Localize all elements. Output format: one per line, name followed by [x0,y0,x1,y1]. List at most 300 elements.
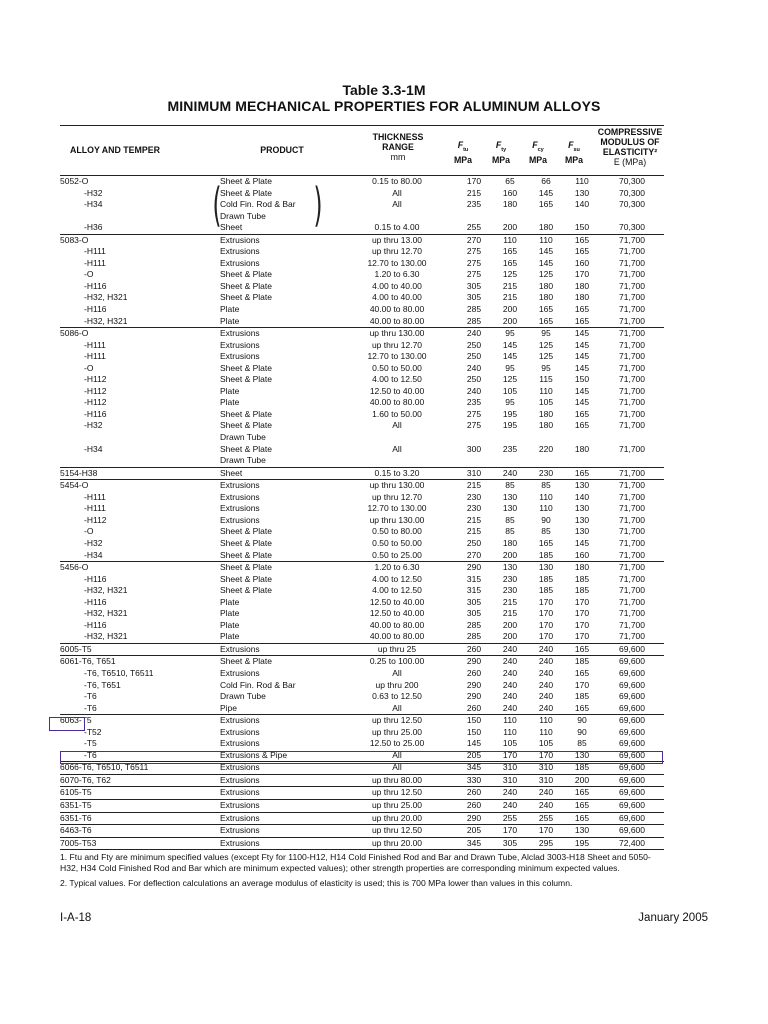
ftu-cell: 255 [466,222,482,233]
table-row [60,715,664,727]
table-row [60,480,664,492]
highlight-6063 [49,717,85,731]
product-cell: Sheet & Plate [220,187,272,198]
thickness-cell: 12.50 to 40.00 [369,608,425,619]
alloy-temper-cell: -H111 [84,339,106,350]
fty-cell: 240 [502,702,518,713]
fsu-cell: 160 [574,549,590,560]
thickness-cell: up thru 20.00 [338,837,456,850]
alloy-temper-cell: -H112 [84,374,107,385]
header-thickness-unit: mm [390,152,406,162]
modulus-cell: 71,700 [600,480,664,492]
fsu-cell: 165 [564,643,600,656]
fsu-cell [564,211,600,223]
fcy-cell: 115 [539,374,553,385]
ftu-cell: 235 [466,397,482,408]
thickness-cell: 1.20 to 6.30 [338,562,456,574]
fcy-cell: 95 [541,362,551,373]
ftu-cell: 150 [466,726,482,737]
fsu-cell: 170 [574,596,590,607]
fcy-cell [528,432,564,444]
table-row [60,188,664,200]
product-cell: Sheet & Plate [220,280,272,291]
alloy-temper-cell: -H116 [84,280,107,291]
table-row [60,386,664,398]
fsu-cell: 150 [574,374,590,385]
alloy-temper-cell: -H112 [84,385,107,396]
thickness-cell: 1.20 to 6.30 [374,269,420,280]
fcy-cell: 130 [528,562,564,574]
product-cell: Extrusions [220,812,338,825]
thickness-cell: All [392,749,402,760]
table-row [60,176,664,188]
thickness-cell: 0.25 to 100.00 [338,656,456,668]
fsu-cell: 145 [574,339,590,350]
modulus-cell: 70,300 [619,187,645,198]
fty-cell: 215 [502,608,518,619]
fcy-cell: 230 [528,467,564,480]
modulus-cell: 71,700 [619,608,645,619]
table-row [60,199,664,211]
fty-cell: 95 [492,328,528,340]
thickness-cell: up thru 20.00 [338,812,456,825]
modulus-cell: 71,700 [600,234,664,246]
fsu-cell: 165 [574,667,590,678]
modulus-cell: 69,600 [600,799,664,812]
alloy-temper-cell: -H36 [84,222,103,233]
table-row [60,492,664,504]
product-cell: Extrusions & Pipe [220,749,288,760]
fcy-cell: 180 [538,420,554,431]
product-cell: Sheet & Plate [220,408,272,419]
product-cell: Sheet & Plate [220,443,272,454]
thickness-cell: up thru 25.00 [338,799,456,812]
table-title: MINIMUM MECHANICAL PROPERTIES FOR ALUMINUM ALLOYS [167,98,601,114]
product-cell: Extrusions [220,503,260,514]
table-row [60,656,664,668]
product-cell: Extrusions [220,762,338,775]
modulus-cell: 69,600 [619,738,645,749]
fcy-cell: 220 [538,443,554,454]
alloy-temper-cell: -H116 [84,596,107,607]
table-row [60,837,664,850]
product-cell: Plate [220,608,240,619]
fty-cell: 170 [492,825,528,838]
modulus-cell: 71,700 [619,280,645,291]
thickness-cell: 0.15 to 3.20 [338,467,456,480]
ftu-cell: 285 [466,619,482,630]
alloy-temper-cell: -H112 [84,397,107,408]
modulus-cell: 71,700 [619,292,645,303]
modulus-cell: 71,700 [619,385,645,396]
modulus-cell: 72,400 [600,837,664,850]
fty-cell: 310 [492,774,528,787]
header-thickness-line2: RANGE [382,142,414,152]
thickness-cell: 40.00 to 80.00 [369,619,425,630]
product-cell: Cold Fin. Rod & Bar [220,199,296,210]
ftu-cell: 205 [456,825,492,838]
footnote-2: 2. Typical values. For deflection calculations an average modulus of elasticity is used; this is 700 MPa lower than values in this column. [60,878,573,888]
thickness-cell [338,432,456,444]
fcy-cell: 185 [538,585,554,596]
product-cell: Sheet [220,467,338,480]
fcy-cell: 310 [528,762,564,775]
alloy-temper-cell: 6063-T5 [60,715,220,727]
alloy-temper-cell: -H111 [84,257,106,268]
fty-cell: 240 [502,667,518,678]
fcy-cell: 165 [538,537,554,548]
product-cell: Extrusions [220,351,260,362]
fty-cell: 160 [502,187,518,198]
modulus-cell: 69,600 [619,667,645,678]
product-cell: Sheet & Plate [220,362,272,373]
fty-cell: 240 [492,656,528,668]
fcy-cell: 185 [538,549,554,560]
fty-cell: 180 [502,537,518,548]
fcy-cell: 125 [538,269,554,280]
table-row [60,738,664,750]
thickness-cell: up thru 12.70 [371,491,423,502]
table-row [60,597,664,609]
fty-cell: 200 [502,315,518,326]
footnote-1: 1. Ftu and Fty are minimum specified values (except Fty for 1100-H12, H14 Cold Finished Rod and Bar and Drawn Tube, Alclad 3003-H18 Sheet and 5050-H32, H34 Cold Finished Rod and Bar which are minimum expected values); other strength properties are corresponding minimum expected values. [60,852,651,873]
ftu-cell: 290 [466,679,482,690]
product-cell: Sheet & Plate [220,420,272,431]
product-cell: Sheet & Plate [220,292,272,303]
product-cell: Extrusions [220,339,260,350]
ftu-cell: 230 [466,491,482,502]
alloy-temper-cell: -H112 [84,514,107,525]
table-row [60,269,664,281]
alloy-temper-cell: 5083-O [60,234,220,246]
page-date: January 2005 [638,912,708,924]
ftu-cell: 305 [466,596,482,607]
fty-cell: 305 [492,837,528,850]
fty-cell [492,211,528,223]
fcy-cell: 165 [538,315,554,326]
fsu-cell [564,432,600,444]
fty-cell: 95 [505,397,515,408]
alloy-temper-cell: 6066-T6, T6510, T6511 [60,762,220,775]
fsu-cell: 145 [574,351,590,362]
fty-cell: 240 [502,679,518,690]
modulus-cell: 69,600 [619,702,645,713]
fcy-cell [528,455,564,467]
fcy-cell: 95 [528,328,564,340]
ftu-cell: 260 [466,702,482,713]
fsu-cell: 145 [574,537,590,548]
alloy-temper-cell: -H32, H321 [84,585,128,596]
fcy-cell: 85 [528,480,564,492]
thickness-cell: up thru 25.00 [371,726,423,737]
ftu-cell: 290 [456,656,492,668]
fsu-cell: 165 [574,304,590,315]
table-row [60,258,664,270]
thickness-cell [338,211,456,223]
product-cell: Extrusions [220,787,338,800]
fty-cell: 240 [492,799,528,812]
thickness-cell: 12.70 to 130.00 [367,257,427,268]
modulus-cell: 69,600 [600,812,664,825]
alloy-temper-cell [60,455,220,467]
alloy-temper-cell: 6070-T6, T62 [60,774,220,787]
header-ftu: $F_{tu}$ MPa [453,140,473,165]
table-row [60,363,664,375]
fsu-cell: 145 [574,397,590,408]
product-cell: Extrusions [220,799,338,812]
modulus-cell [600,455,664,467]
modulus-cell: 71,700 [619,246,645,257]
table-row [60,234,664,246]
thickness-cell: up thru 130.00 [338,328,456,340]
fsu-cell [564,455,600,467]
table-row [60,281,664,293]
fty-cell: 85 [492,480,528,492]
fcy-cell: 240 [528,799,564,812]
alloy-temper-cell: -H111 [84,491,106,502]
product-cell: Extrusions [220,738,260,749]
table-row [60,526,664,538]
product-cell: Sheet & Plate [220,656,338,668]
fsu-cell: 85 [577,738,587,749]
table-row [60,432,664,444]
fty-cell: 195 [502,420,518,431]
fcy-cell: 240 [528,643,564,656]
fsu-cell: 130 [574,503,590,514]
alloy-temper-cell [60,211,220,223]
alloy-temper-cell: -H116 [84,573,107,584]
modulus-cell: 71,700 [619,443,645,454]
table-body [60,176,664,850]
thickness-cell: up thru 25 [338,643,456,656]
ftu-cell: 240 [466,362,482,373]
fty-cell [492,432,528,444]
alloy-temper-cell: -H32 [84,420,103,431]
highlight-6063-t6-row [60,751,663,764]
modulus-cell: 71,700 [619,631,645,642]
fty-cell: 130 [492,562,528,574]
fty-cell: 110 [492,234,528,246]
ftu-cell: 285 [466,631,482,642]
product-cell: Sheet [220,222,243,233]
alloy-temper-cell: -O [84,526,94,537]
table-row [60,515,664,527]
alloy-temper-cell: -H32 [84,537,103,548]
alloy-temper-cell: 6351-T5 [60,799,220,812]
thickness-cell: up thru 80.00 [338,774,456,787]
ftu-cell: 290 [466,691,482,702]
fty-cell: 130 [502,491,518,502]
modulus-cell: 71,700 [619,503,645,514]
thickness-cell: up thru 12.70 [371,246,423,257]
product-cell: Extrusions [220,257,260,268]
modulus-cell: 71,700 [619,397,645,408]
product-cell: Drawn Tube [220,455,266,466]
table-row [60,455,664,467]
fsu-cell: 165 [574,702,590,713]
fsu-cell: 170 [574,608,590,619]
ftu-cell: 290 [456,812,492,825]
fcy-cell: 170 [538,631,554,642]
fsu-cell: 145 [574,362,590,373]
thickness-cell: 12.70 to 130.00 [367,351,427,362]
thickness-cell: 4.00 to 40.00 [372,280,422,291]
modulus-cell: 71,700 [619,339,645,350]
fsu-cell: 185 [574,573,590,584]
fcy-cell: 185 [538,573,554,584]
alloy-temper-cell: -H32, H321 [84,315,128,326]
fty-cell: 215 [502,596,518,607]
fty-cell: 145 [502,351,518,362]
alloy-temper-cell: -T5 [84,738,97,749]
ftu-cell: 315 [466,573,482,584]
thickness-cell: 1.60 to 50.00 [372,408,422,419]
alloy-temper-cell: -T52 [84,726,102,737]
modulus-cell: 69,600 [619,749,645,760]
product-cell: Extrusions [220,491,260,502]
table-row [60,409,664,421]
modulus-cell: 71,700 [619,269,645,280]
thickness-cell: up thru 12.50 [338,787,456,800]
fcy-cell: 145 [538,246,554,257]
fty-cell: 85 [505,514,515,525]
fsu-cell: 90 [564,715,600,727]
fcy-cell: 170 [538,749,554,760]
fsu-cell: 200 [564,774,600,787]
fcy-cell: 145 [538,187,554,198]
fsu-cell: 160 [574,257,590,268]
thickness-cell: All [392,702,402,713]
fcy-cell: 295 [528,837,564,850]
modulus-cell: 70,300 [619,222,645,233]
header-fsu: $F_{su}$ MPa [564,140,584,165]
ftu-cell: 235 [466,199,482,210]
ftu-cell: 250 [466,339,482,350]
modulus-cell: 71,700 [619,514,645,525]
fcy-cell: 110 [539,491,553,502]
alloy-temper-cell: -H32, H321 [84,292,128,303]
fcy-cell: 105 [538,738,554,749]
fty-cell: 130 [502,503,518,514]
thickness-cell: All [392,187,402,198]
table-row [60,774,664,787]
table-row [60,374,664,386]
fty-cell: 65 [492,176,528,188]
product-cell: Extrusions [220,514,260,525]
ftu-cell: 345 [456,837,492,850]
ftu-cell: 270 [456,234,492,246]
thickness-cell: 4.00 to 40.00 [372,292,422,303]
alloy-temper-cell: -H34 [84,443,103,454]
product-cell: Extrusions [220,480,338,492]
fsu-cell: 165 [564,234,600,246]
alloy-temper-cell [60,432,220,444]
left-brace: ( [212,178,222,232]
ftu-cell: 250 [466,537,482,548]
modulus-cell: 69,600 [600,656,664,668]
product-cell: Drawn Tube [220,691,266,702]
properties-table [60,175,664,850]
fcy-cell: 165 [538,304,554,315]
alloy-temper-cell: -O [84,269,94,280]
thickness-cell: 12.50 to 40.00 [369,385,425,396]
product-cell: Sheet & Plate [220,176,338,188]
fcy-cell: 180 [538,408,554,419]
table-row [60,467,664,480]
fty-cell: 230 [502,573,518,584]
fcy-cell: 90 [541,514,551,525]
thickness-cell: All [392,443,402,454]
fcy-cell: 110 [528,234,564,246]
fty-cell: 165 [502,257,518,268]
fsu-cell: 110 [564,176,600,188]
header-thickness-line1: THICKNESS [372,132,424,142]
alloy-temper-cell: -H111 [84,503,106,514]
table-number: Table 3.3-1M [342,82,426,98]
product-cell: Plate [220,315,240,326]
modulus-cell: 69,600 [600,825,664,838]
fty-cell: 145 [502,339,518,350]
modulus-cell: 71,700 [619,619,645,630]
modulus-cell: 71,700 [600,328,664,340]
alloy-temper-cell: 5456-O [60,562,220,574]
ftu-cell: 300 [466,443,482,454]
fsu-cell: 165 [564,787,600,800]
fty-cell: 240 [492,787,528,800]
fsu-cell: 145 [574,385,590,396]
fcy-cell: 165 [538,199,554,210]
ftu-cell: 215 [456,480,492,492]
product-cell: Pipe [220,702,238,713]
product-cell: Extrusions [220,246,260,257]
ftu-cell: 285 [466,315,482,326]
alloy-temper-cell: -H32, H321 [84,608,128,619]
thickness-cell: 0.50 to 50.00 [372,362,422,373]
table-row [60,316,664,328]
product-cell: Plate [220,304,240,315]
thickness-cell: up thru 200 [375,679,419,690]
alloy-temper-cell: -H34 [84,199,103,210]
modulus-cell: 69,600 [600,715,664,727]
fcy-cell: 240 [538,691,554,702]
ftu-cell: 305 [466,292,482,303]
header-top-rule [60,125,664,126]
product-cell: Extrusions [220,837,338,850]
fty-cell: 235 [502,443,518,454]
alloy-temper-cell: 5052-O [60,176,220,188]
product-cell: Extrusions [220,667,260,678]
product-cell: Plate [220,385,240,396]
modulus-cell: 71,700 [619,549,645,560]
modulus-cell: 71,700 [619,362,645,373]
fsu-cell: 165 [564,467,600,480]
fcy-cell: 170 [538,596,554,607]
alloy-temper-cell: 6351-T6 [60,812,220,825]
thickness-cell: up thru 12.50 [338,715,456,727]
thickness-cell: 4.00 to 12.50 [372,585,422,596]
fsu-cell: 140 [574,491,590,502]
fty-cell: 125 [502,269,518,280]
fty-cell: 240 [492,643,528,656]
fty-cell: 170 [502,749,518,760]
ftu-cell: 205 [466,749,482,760]
table-row [60,825,664,838]
table-row [60,292,664,304]
fcy-cell: 180 [538,222,554,233]
thickness-cell: 4.00 to 12.50 [372,573,422,584]
footnotes [60,852,666,893]
fcy-cell: 240 [538,667,554,678]
